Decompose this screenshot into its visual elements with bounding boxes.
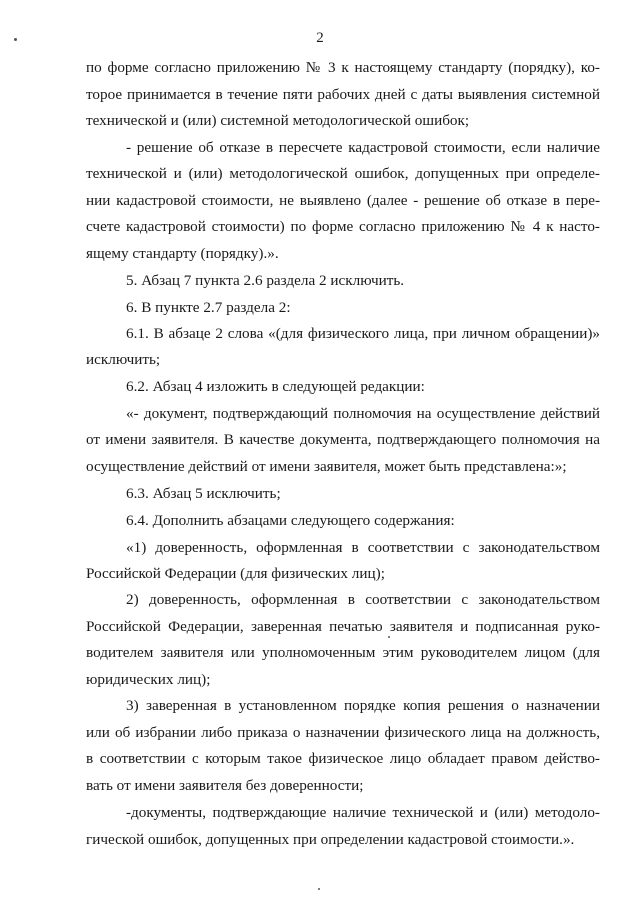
scan-speck — [318, 888, 320, 890]
scan-speck — [14, 38, 17, 41]
text-line: исключить; — [86, 351, 161, 368]
text-line: в соответствии с которым такое физическое лицо обладает правом действо- — [86, 750, 600, 767]
text-line: нии кадастровой стоимости, не выявлено (далее - решение об отказе в пере- — [86, 192, 600, 209]
text-line: 2) доверенность, оформленная в соответствии с законодательством — [126, 591, 600, 608]
text-line: счете кадастровой стоимости) по форме согласно приложению № 4 к насто- — [86, 218, 600, 235]
text-line: 6. В пункте 2.7 раздела 2: — [126, 299, 291, 316]
text-line: юридических лиц); — [86, 671, 211, 688]
text-line: - решение об отказе в пересчете кадастровой стоимости, если наличие — [126, 139, 600, 156]
text-line: «- документ, подтверждающий полномочия на осуществление действий — [126, 405, 600, 422]
text-line: 6.1. В абзаце 2 слова «(для физического лица, при личном обращении)» — [126, 325, 600, 342]
text-line: вать от имени заявителя без доверенности; — [86, 777, 364, 794]
text-line: технической и (или) системной методологической ошибок; — [86, 112, 470, 129]
text-line: ящему стандарту (порядку).». — [86, 245, 279, 262]
text-line: торое принимается в течение пяти рабочих дней с даты выявления системной — [86, 86, 600, 103]
text-line: 6.3. Абзац 5 исключить; — [126, 485, 281, 502]
text-line: Российской Федерации (для физических лиц); — [86, 565, 385, 582]
text-line: технической и (или) методологической ошибок, допущенных при определе- — [86, 165, 600, 182]
text-line: от имени заявителя. В качестве документа, подтверждающего полномочия на — [86, 431, 600, 448]
text-line: по форме согласно приложению № 3 к настоящему стандарту (порядку), ко- — [86, 59, 600, 76]
text-line: гической ошибок, допущенных при определении кадастровой стоимости.». — [86, 831, 575, 848]
text-line: -документы, подтверждающие наличие технической и (или) методоло- — [126, 804, 600, 821]
scan-speck — [388, 636, 390, 638]
text-line: «1) доверенность, оформленная в соответствии с законодательством — [126, 539, 600, 556]
text-line: или об избрании либо приказа о назначении физического лица на должность, — [86, 724, 600, 741]
text-line: 6.4. Дополнить абзацами следующего содержания: — [126, 512, 455, 529]
text-line: осуществление действий от имени заявителя, может быть представлена:»; — [86, 458, 567, 475]
text-line: 6.2. Абзац 4 изложить в следующей редакции: — [126, 378, 425, 395]
text-line: водителем заявителя или уполномоченным этим руководителем лицом (для — [86, 644, 600, 661]
page-number: 2 — [316, 30, 324, 46]
text-line: 3) заверенная в установленном порядке копия решения о назначении — [126, 697, 600, 714]
text-line: 5. Абзац 7 пункта 2.6 раздела 2 исключить. — [126, 272, 405, 289]
text-line: Российской Федерации, заверенная печатью заявителя и подписанная руко- — [86, 618, 600, 635]
